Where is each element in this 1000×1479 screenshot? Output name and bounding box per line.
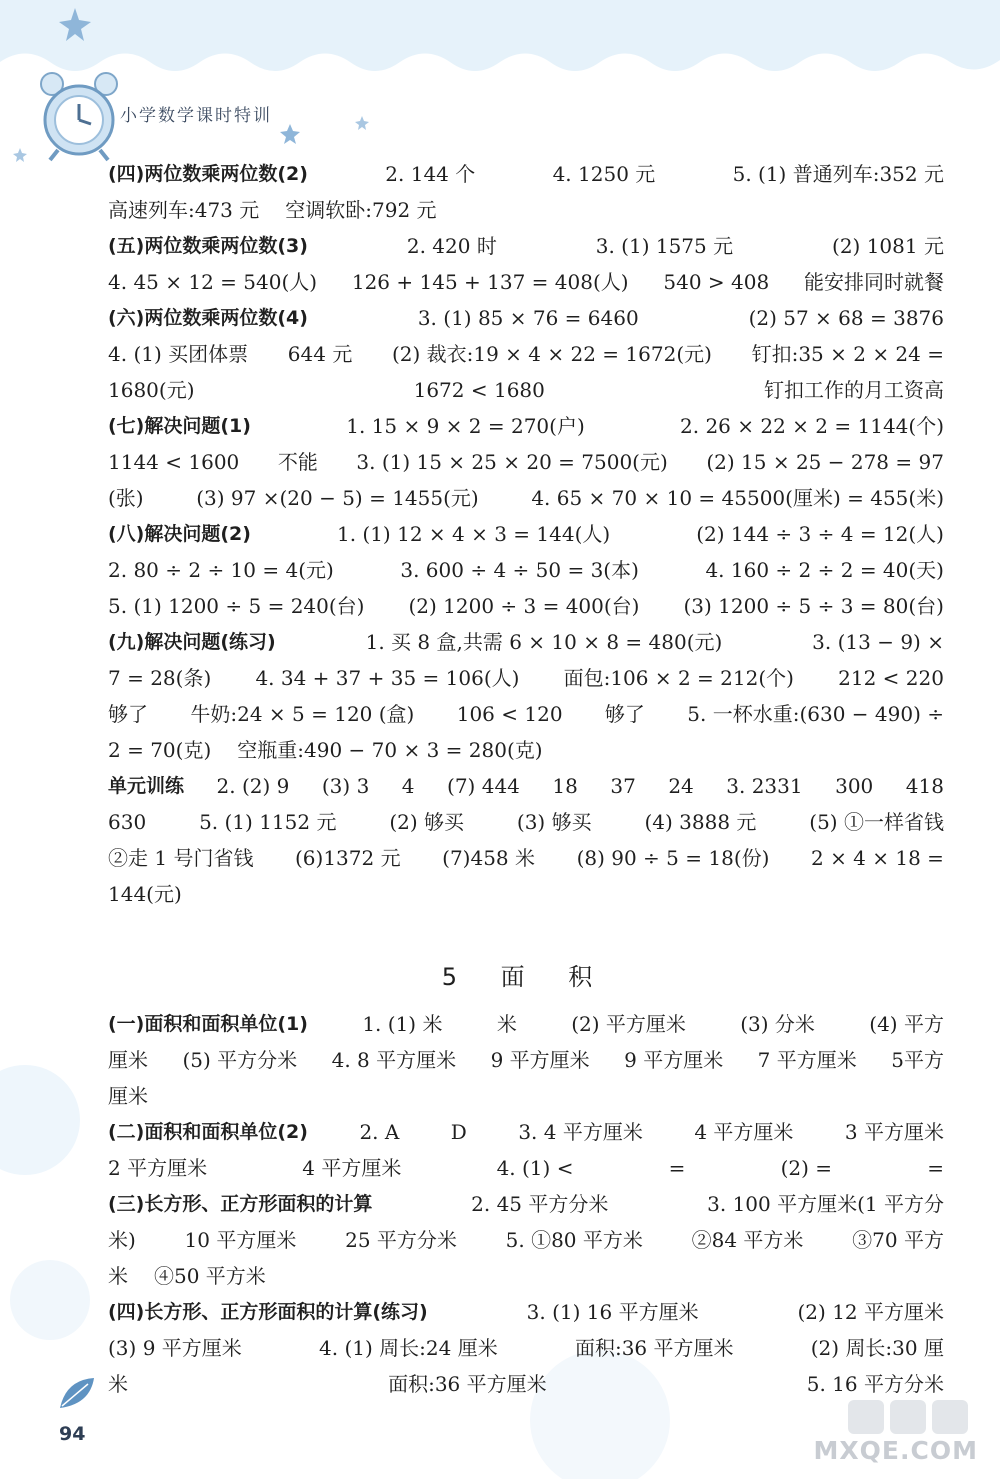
answer-segment: 2 = 70(克) — [108, 738, 212, 762]
answer-segment: 4. 65 × 70 × 10 = 45500(厘米) = 455(米) — [531, 486, 944, 510]
answer-segment: 5. 一杯水重:(630 − 490) ÷ — [687, 702, 944, 726]
answer-segment: (2) 144 ÷ 3 ÷ 4 = 12(人) — [696, 522, 944, 546]
answer-line — [108, 696, 944, 732]
header-cloud-band — [0, 0, 1000, 71]
answer-segment: 5. (1) 普通列车:352 元 — [732, 162, 944, 186]
answer-segment: ②走 1 号门省钱 — [108, 846, 254, 870]
unit4-answers — [108, 156, 944, 912]
answer-segment: 126 + 145 + 137 = 408(人) — [351, 270, 629, 294]
answer-segment: 3. (1) 85 × 76 = 6460 — [417, 306, 639, 330]
answer-line — [108, 624, 944, 660]
answer-segment: 1680(元) — [108, 378, 195, 402]
answer-line — [108, 336, 944, 372]
answer-segment: (五)两位数乘两位数(3) — [108, 235, 308, 257]
answer-line — [108, 552, 944, 588]
answer-segment: 3. (1) 16 平方厘米 — [526, 1300, 699, 1324]
answer-segment: (7) 444 — [447, 774, 520, 798]
answer-segment: (四)两位数乘两位数(2) — [108, 163, 308, 185]
answer-segment: 144(元) — [108, 882, 182, 906]
answer-segment: 米 — [496, 1012, 517, 1036]
answer-segment: 1. 买 8 盒,共需 6 × 10 × 8 = 480(元) — [365, 630, 723, 654]
answer-segment: (八)解决问题(2) — [108, 523, 251, 545]
answer-segment: 空调软卧:792 元 — [285, 198, 437, 222]
answer-segment: 5. (1) 1152 元 — [199, 810, 337, 834]
answer-segment: (2) 裁衣:19 × 4 × 22 = 1672(元) — [391, 342, 712, 366]
answer-segment: (三)长方形、正方形面积的计算 — [108, 1193, 373, 1215]
answer-segment: 418 — [905, 774, 944, 798]
answer-segment: (2) 周长:30 厘 — [810, 1336, 944, 1360]
alarm-clock-icon — [41, 73, 117, 160]
answer-segment: (四)长方形、正方形面积的计算(练习) — [108, 1301, 428, 1323]
answer-segment: 2. A — [359, 1120, 400, 1144]
watermark — [813, 1392, 978, 1476]
answer-segment: 不能 — [277, 450, 318, 474]
unit5-answers — [108, 1006, 944, 1402]
watermark-logo-icon — [828, 1392, 978, 1442]
answer-segment: 3. 100 平方厘米(1 平方分 — [707, 1192, 944, 1216]
answer-line — [108, 1042, 944, 1078]
answer-segment: 4. (1) < — [496, 1156, 574, 1180]
answer-segment: (2) 57 × 68 = 3876 — [748, 306, 944, 330]
answer-segment: D — [450, 1120, 467, 1144]
answer-segment: 钉扣工作的月工资高 — [763, 378, 944, 402]
answer-segment: (二)面积和面积单位(2) — [108, 1121, 308, 1143]
answer-segment: 3. 600 ÷ 4 ÷ 50 = 3(本) — [400, 558, 639, 582]
answer-line — [108, 1294, 944, 1330]
star-icon — [13, 148, 27, 162]
answer-segment: 厘米 — [108, 1048, 148, 1072]
answer-segment: 9 平方厘米 — [624, 1048, 724, 1072]
answer-segment: 3 平方厘米 — [844, 1120, 944, 1144]
answer-segment: 1. (1) 米 — [362, 1012, 443, 1036]
page-number: 94 — [59, 1423, 86, 1445]
answer-segment: 4. (1) 买团体票 — [108, 342, 249, 366]
answer-line — [108, 516, 944, 552]
answer-segment: 106 < 120 — [456, 702, 563, 726]
answer-segment: 4. 8 平方厘米 — [331, 1048, 457, 1072]
answer-segment: 300 — [835, 774, 874, 798]
answer-segment: 高速列车:473 元 — [108, 198, 260, 222]
answer-segment: 3. (13 − 9) × — [812, 630, 944, 654]
answer-segment: 2. 80 ÷ 2 ÷ 10 = 4(元) — [108, 558, 334, 582]
answer-segment: (5) ①一样省钱 — [809, 810, 944, 834]
answer-line — [108, 1114, 944, 1150]
answer-segment: (2) = — [780, 1156, 833, 1180]
answer-segment: 2. (2) 9 — [216, 774, 290, 798]
answer-segment: (七)解决问题(1) — [108, 415, 251, 437]
answer-segment: 米 — [108, 1264, 128, 1288]
answer-segment: 1144 < 1600 — [108, 450, 240, 474]
answer-segment: 212 < 220 — [838, 666, 944, 690]
answer-segment: (4) 3888 元 — [644, 810, 757, 834]
answer-content — [108, 156, 944, 1402]
answer-segment: (3) 够买 — [516, 810, 592, 834]
answer-segment: (张) — [108, 486, 144, 510]
answer-segment: 5. (1) 1200 ÷ 5 = 240(台) — [108, 594, 365, 618]
answer-segment: 4. 45 × 12 = 540(人) — [108, 270, 318, 294]
answer-segment: 2. 45 平方分米 — [471, 1192, 609, 1216]
answer-line — [108, 480, 944, 516]
answer-segment: ③70 平方 — [852, 1228, 944, 1252]
answer-line — [108, 1330, 944, 1366]
answer-line — [108, 300, 944, 336]
answer-segment: (2) 15 × 25 − 278 = 97 — [706, 450, 944, 474]
decor-circle — [10, 1260, 90, 1340]
answer-segment: 4. 34 + 37 + 35 = 106(人) — [255, 666, 520, 690]
star-icon — [355, 116, 369, 130]
answer-line — [108, 1366, 944, 1402]
answer-segment: 1. 15 × 9 × 2 = 270(户) — [346, 414, 585, 438]
answer-segment: = — [927, 1156, 944, 1180]
answer-line — [108, 1258, 944, 1294]
answer-segment: 2. 144 个 — [385, 162, 476, 186]
answer-line — [108, 1186, 944, 1222]
decor-circle — [0, 1065, 80, 1175]
answer-segment: 4. (1) 周长:24 厘米 — [319, 1336, 498, 1360]
answer-segment: 18 — [552, 774, 578, 798]
answer-segment: (8) 90 ÷ 5 = 18(份) — [576, 846, 770, 870]
answer-segment: (2) 1200 ÷ 3 = 400(台) — [408, 594, 640, 618]
answer-segment: (2) 平方厘米 — [571, 1012, 686, 1036]
answer-segment: 3. 4 平方厘米 — [518, 1120, 643, 1144]
answer-line — [108, 408, 944, 444]
watermark-text: MXQE.COM — [813, 1436, 978, 1465]
answer-line — [108, 588, 944, 624]
answer-segment: 5平方 — [891, 1048, 944, 1072]
chapter-title: 5 面 积 — [441, 963, 611, 991]
book-title: 小学数学课时特训 — [120, 106, 272, 126]
answer-segment: 9 平方厘米 — [490, 1048, 590, 1072]
answer-line — [108, 876, 944, 912]
answer-segment: 5. ①80 平方米 — [505, 1228, 643, 1252]
answer-line — [108, 264, 944, 300]
answer-segment: 米) — [108, 1228, 136, 1252]
answer-segment: 够了 — [604, 702, 645, 726]
answer-line — [108, 840, 944, 876]
answer-segment: 空瓶重:490 − 70 × 3 = 280(克) — [237, 738, 543, 762]
answer-segment: (2) 12 平方厘米 — [797, 1300, 944, 1324]
answer-segment: 面积:36 平方厘米 — [388, 1372, 547, 1396]
answer-segment: (3) 97 ×(20 − 5) = 1455(元) — [196, 486, 479, 510]
answer-segment: 4 — [401, 774, 415, 798]
answer-segment: (2) 够买 — [389, 810, 465, 834]
answer-segment: = — [668, 1156, 686, 1180]
answer-segment: 3. 2331 — [726, 774, 803, 798]
answer-segment: (7)458 米 — [442, 846, 536, 870]
answer-segment: 10 平方厘米 — [184, 1228, 297, 1252]
answer-segment: 644 元 — [287, 342, 353, 366]
answer-segment: 米 — [108, 1372, 128, 1396]
answer-segment: 2. 420 时 — [406, 234, 497, 258]
answer-segment: 25 平方分米 — [345, 1228, 457, 1252]
answer-segment: (六)两位数乘两位数(4) — [108, 307, 308, 329]
star-icon — [280, 124, 300, 144]
answer-segment: 厘米 — [108, 1084, 148, 1108]
answer-segment: (一)面积和面积单位(1) — [108, 1013, 308, 1035]
answer-line — [108, 1150, 944, 1186]
answer-line — [108, 804, 944, 840]
answer-segment: (3) 1200 ÷ 5 ÷ 3 = 80(台) — [683, 594, 944, 618]
answer-segment: 3. (1) 15 × 25 × 20 = 7500(元) — [356, 450, 668, 474]
answer-segment: 牛奶:24 × 5 = 120 (盒) — [190, 702, 415, 726]
answer-line — [108, 732, 944, 768]
answer-segment: (3) 分米 — [740, 1012, 815, 1036]
answer-segment: (6)1372 元 — [295, 846, 401, 870]
answer-segment: 5. 16 平方分米 — [806, 1372, 944, 1396]
answer-segment: 24 — [668, 774, 694, 798]
answer-segment: (3) 3 — [321, 774, 370, 798]
answer-segment: (4) 平方 — [869, 1012, 944, 1036]
answer-segment: 1. (1) 12 × 4 × 3 = 144(人) — [336, 522, 611, 546]
answer-segment: (九)解决问题(练习) — [108, 631, 276, 653]
answer-segment: (3) 9 平方厘米 — [108, 1336, 242, 1360]
answer-segment: ②84 平方米 — [691, 1228, 804, 1252]
answer-segment: 7 = 28(条) — [108, 666, 212, 690]
answer-segment: 4. 1250 元 — [552, 162, 656, 186]
answer-segment: 面包:106 × 2 = 212(个) — [563, 666, 794, 690]
answer-segment: 面积:36 平方厘米 — [574, 1336, 734, 1360]
answer-segment: 2 × 4 × 18 = — [810, 846, 944, 870]
answer-segment: 630 — [108, 810, 147, 834]
answer-segment: 1672 < 1680 — [413, 378, 545, 402]
answer-segment: 4 平方厘米 — [694, 1120, 794, 1144]
answer-segment: 4. 160 ÷ 2 ÷ 2 = 40(天) — [705, 558, 944, 582]
answer-segment: 够了 — [108, 702, 148, 726]
answer-line — [108, 228, 944, 264]
answer-line — [108, 444, 944, 480]
answer-line — [108, 156, 944, 192]
answer-segment: (2) 1081 元 — [832, 234, 944, 258]
answer-segment: (5) 平方分米 — [182, 1048, 298, 1072]
answer-segment: 2 平方厘米 — [108, 1156, 208, 1180]
answer-segment: 单元训练 — [108, 775, 185, 797]
answer-line — [108, 1078, 944, 1114]
answer-segment: 3. (1) 1575 元 — [595, 234, 734, 258]
answer-line — [108, 768, 944, 804]
answer-line — [108, 192, 944, 228]
answer-segment: 37 — [610, 774, 636, 798]
answer-segment: 2. 26 × 22 × 2 = 1144(个) — [680, 414, 944, 438]
answer-line — [108, 372, 944, 408]
answer-segment: 7 平方厘米 — [757, 1048, 857, 1072]
answer-line — [108, 660, 944, 696]
answer-segment: ④50 平方米 — [154, 1264, 266, 1288]
answer-segment: 4 平方厘米 — [302, 1156, 402, 1180]
answer-segment: 540 > 408 — [663, 270, 770, 294]
answer-segment: 能安排同时就餐 — [804, 270, 944, 294]
answer-line — [108, 1222, 944, 1258]
answer-segment: 钉扣:35 × 2 × 24 = — [751, 342, 944, 366]
